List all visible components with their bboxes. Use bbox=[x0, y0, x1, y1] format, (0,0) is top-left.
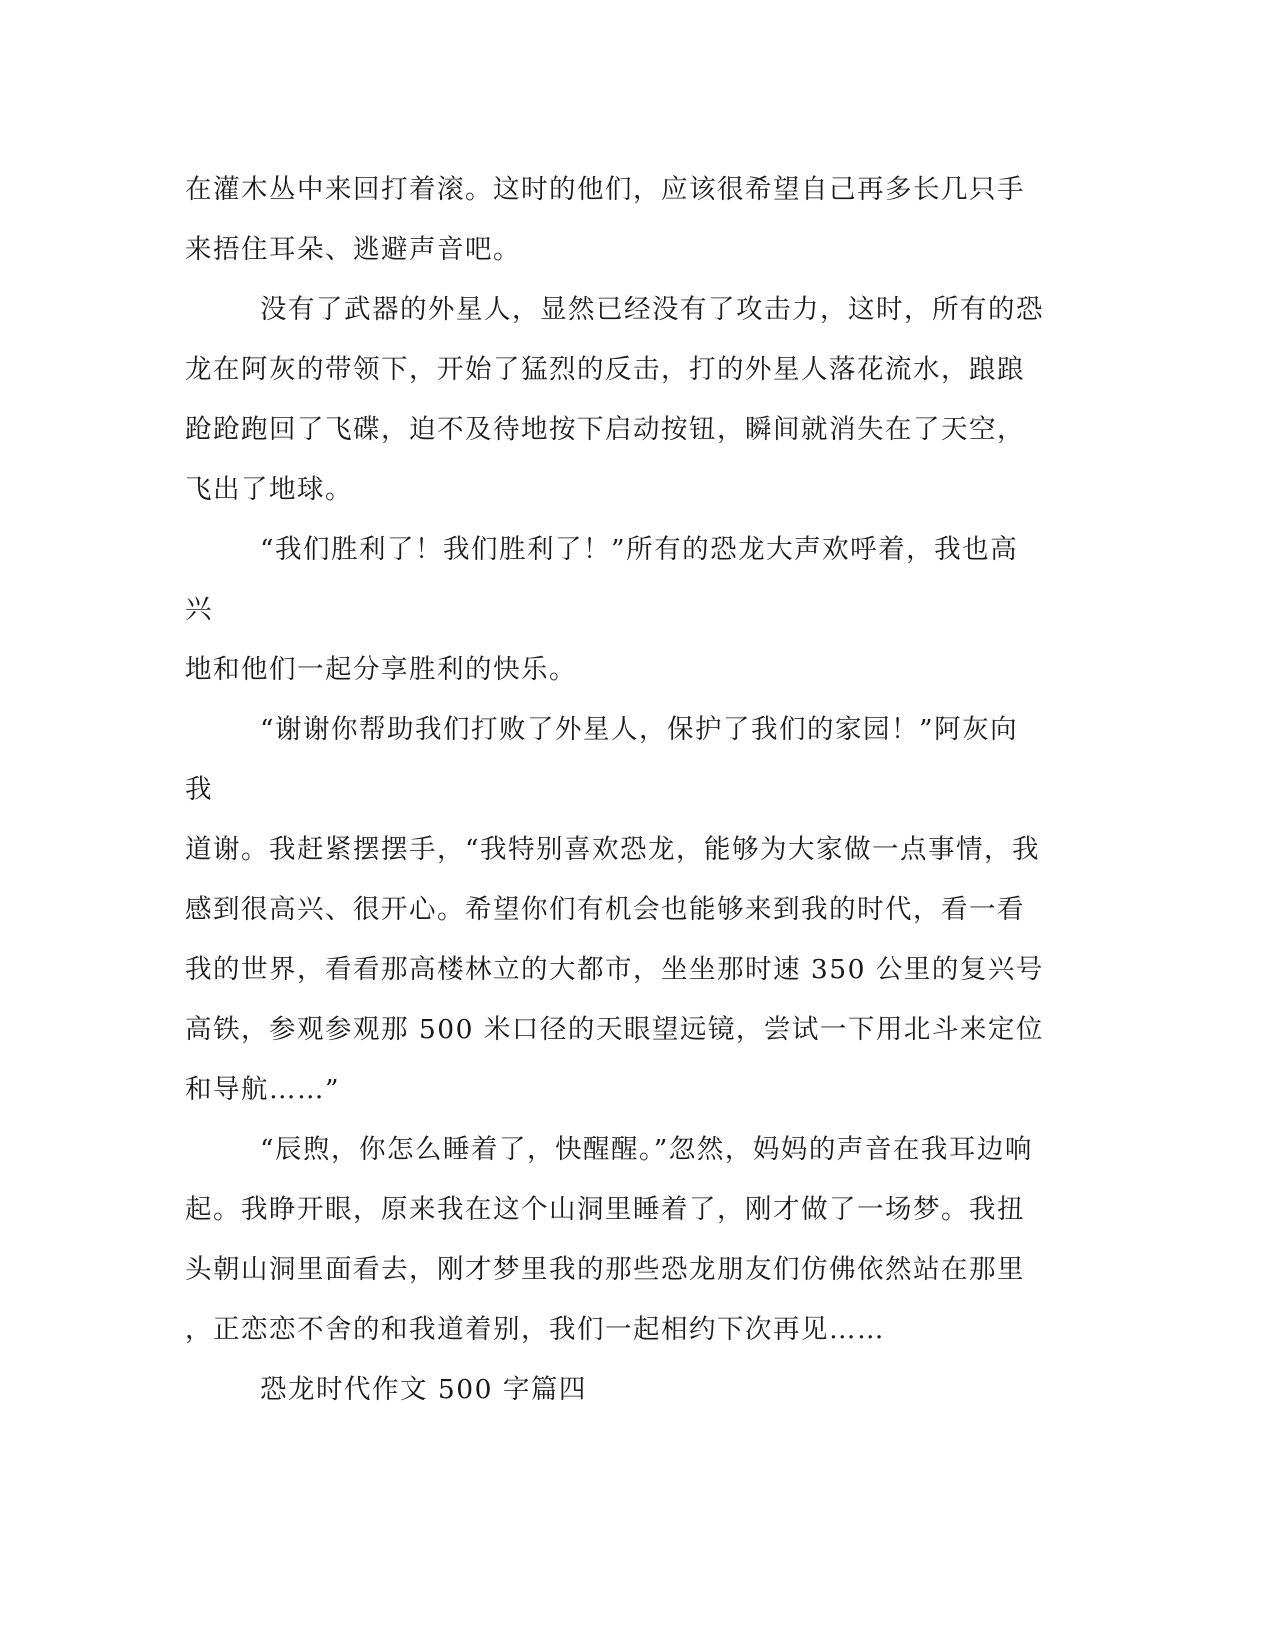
paragraph-line: 我的世界，看看那高楼林立的大都市，坐坐那时速 350 公里的复兴号 bbox=[185, 954, 1044, 985]
paragraph-line: 和导航……” bbox=[185, 1074, 341, 1105]
section-heading bbox=[185, 1360, 1045, 1420]
paragraph-line: “我们胜利了！我们胜利了！”所有的恐龙大声欢呼着，我也高兴 bbox=[185, 534, 1019, 625]
paragraph-line: “谢谢你帮助我们打败了外星人，保护了我们的家园！”阿灰向我 bbox=[185, 714, 1019, 805]
paragraph-line: 道谢。我赶紧摆摆手，“我特别喜欢恐龙，能够为大家做一点事情，我 bbox=[185, 834, 1041, 865]
paragraph-line: 没有了武器的外星人，显然已经没有了攻击力，这时，所有的恐 bbox=[260, 294, 1044, 325]
paragraph-5 bbox=[185, 1120, 1045, 1360]
section-heading-text: 恐龙时代作文 500 字篇四 bbox=[260, 1374, 587, 1405]
paragraph-2 bbox=[185, 280, 1045, 520]
paragraph-line: 跄跄跑回了飞碟，迫不及待地按下启动按钮，瞬间就消失在了天空， bbox=[185, 414, 1025, 445]
paragraph-line: 龙在阿灰的带领下，开始了猛烈的反击，打的外星人落花流水，踉踉 bbox=[185, 354, 1025, 385]
paragraph-line: “辰煦，你怎么睡着了，快醒醒。”忽然，妈妈的声音在我耳边响 bbox=[260, 1134, 1033, 1165]
paragraph-line: 飞出了地球。 bbox=[185, 474, 353, 505]
body-text bbox=[185, 160, 1045, 1420]
paragraph-line: 头朝山洞里面看去，刚才梦里我的那些恐龙朋友们仿佛依然站在那里 bbox=[185, 1254, 1025, 1285]
paragraph-1 bbox=[185, 160, 1045, 280]
paragraph-line: 感到很高兴、很开心。希望你们有机会也能够来到我的时代，看一看 bbox=[185, 894, 1025, 925]
paragraph-4 bbox=[185, 700, 1045, 1120]
paragraph-line: 地和他们一起分享胜利的快乐。 bbox=[185, 654, 577, 685]
paragraph-3 bbox=[185, 520, 1045, 700]
paragraph-line: 在灌木丛中来回打着滚。这时的他们，应该很希望自己再多长几只手 bbox=[185, 174, 1025, 205]
paragraph-line: 起。我睁开眼，原来我在这个山洞里睡着了，刚才做了一场梦。我扭 bbox=[185, 1194, 1025, 1225]
paragraph-line: 高铁，参观参观那 500 米口径的天眼望远镜，尝试一下用北斗来定位 bbox=[185, 1014, 1044, 1045]
paragraph-line: 来捂住耳朵、逃避声音吧。 bbox=[185, 234, 521, 265]
paragraph-line: ，正恋恋不舍的和我道着别，我们一起相约下次再见…… bbox=[185, 1314, 885, 1345]
